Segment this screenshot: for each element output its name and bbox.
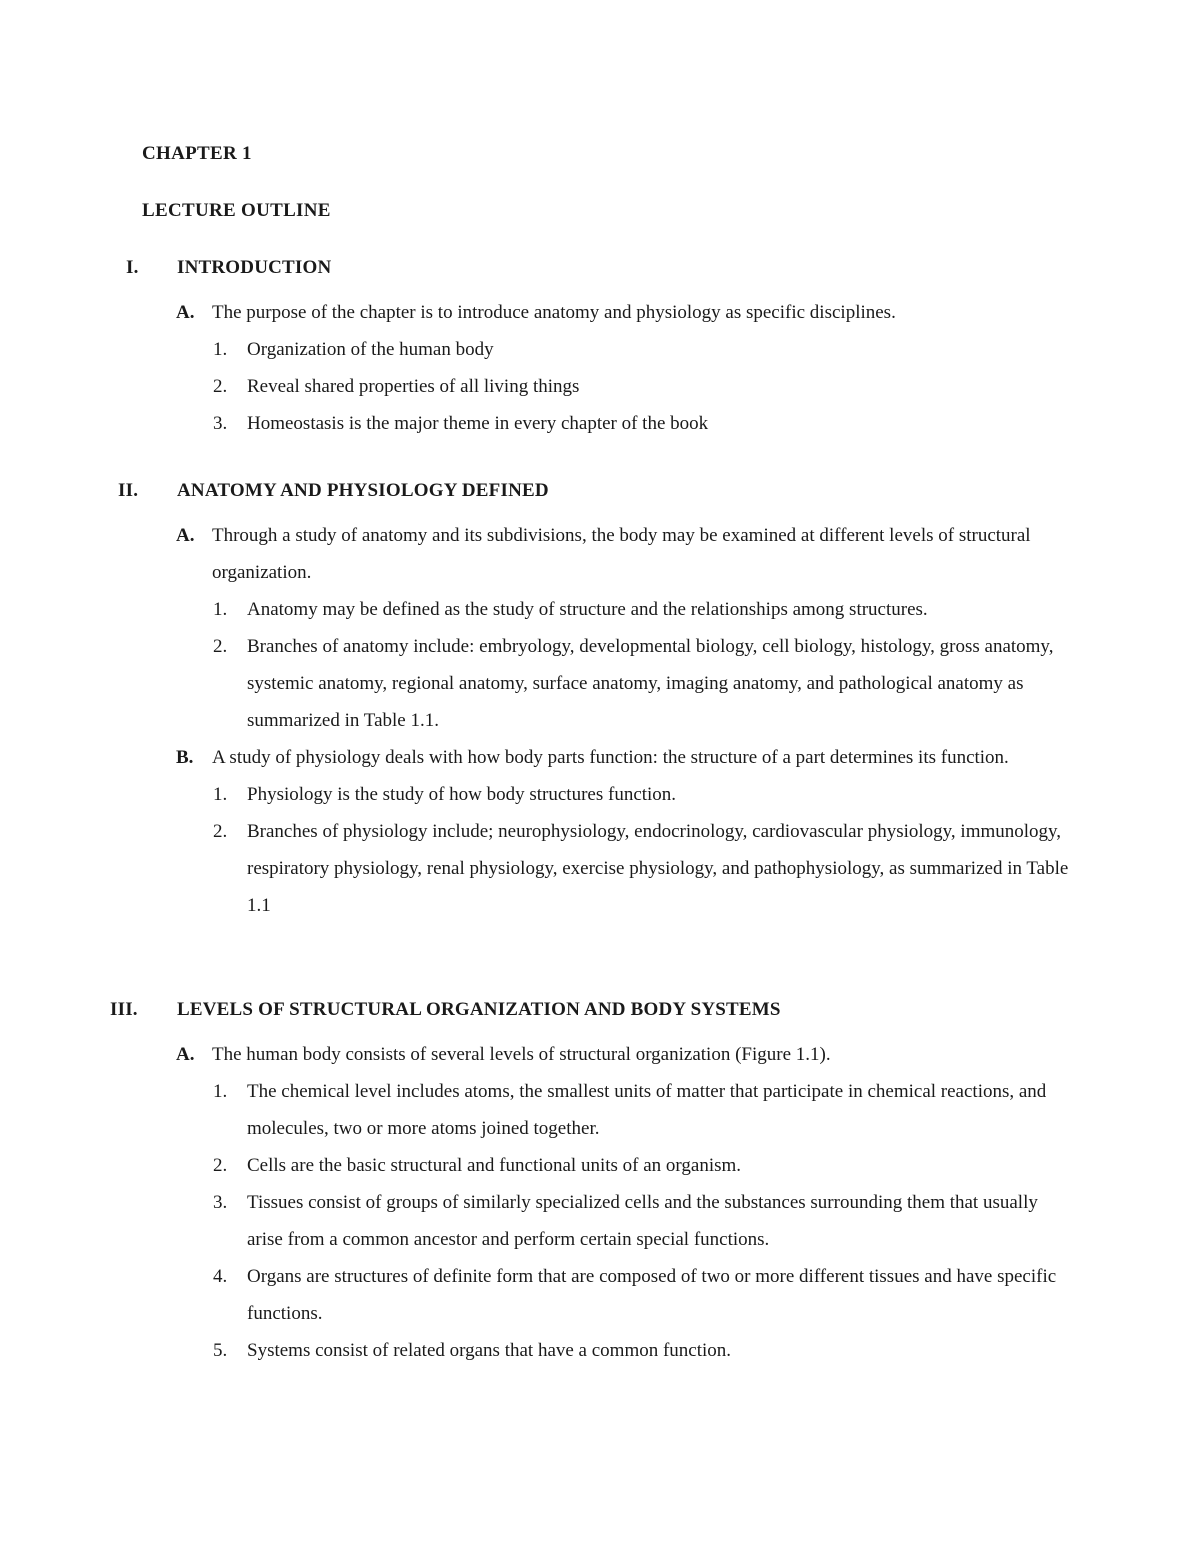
- list-text: Reveal shared properties of all living things: [247, 376, 580, 397]
- list-text: Organization of the human body: [247, 339, 494, 360]
- list-item: [0, 331, 1077, 368]
- chapter-title: CHAPTER 1: [142, 143, 252, 164]
- list-item: [0, 628, 1077, 739]
- list-text: Organs are structures of definite form that are composed of two or more different tissues and have specific functions.: [247, 1266, 1057, 1324]
- subsection-letter: B.: [176, 747, 194, 768]
- list-item: [0, 813, 1077, 924]
- list-number: 1.: [213, 339, 228, 360]
- subsection-letter: A.: [176, 525, 195, 546]
- list-number: 4.: [213, 1266, 228, 1287]
- list-item: [0, 368, 1077, 405]
- subsection-text: Through a study of anatomy and its subdivisions, the body may be examined at different levels of structural organization.: [212, 525, 1031, 583]
- subsection-letter: A.: [176, 302, 195, 323]
- section-numeral: III.: [110, 999, 138, 1020]
- list-number: 5.: [213, 1340, 228, 1361]
- section-heading: [0, 480, 1200, 517]
- list-item: [0, 776, 1077, 813]
- list-text: Systems consist of related organs that have a common function.: [247, 1340, 732, 1361]
- list-item: [0, 1073, 1077, 1147]
- list-number: 2.: [213, 376, 228, 397]
- list-text: Tissues consist of groups of similarly specialized cells and the substances surrounding them that usually arise from a common ancestor and perform certain special functions.: [247, 1192, 1038, 1250]
- list-text: Anatomy may be defined as the study of structure and the relationships among structures.: [247, 599, 928, 620]
- section-anatomy-physiology: [0, 480, 1200, 924]
- list-number: 2.: [213, 821, 228, 842]
- list-number: 3.: [213, 1192, 228, 1213]
- list-number: 1.: [213, 784, 228, 805]
- list-number: 2.: [213, 636, 228, 657]
- list-text: Homeostasis is the major theme in every chapter of the book: [247, 413, 709, 434]
- list-number: 2.: [213, 1155, 228, 1176]
- list-item: [0, 405, 1077, 442]
- section-levels-organization: [0, 999, 1200, 1369]
- list-text: Branches of physiology include; neurophysiology, endocrinology, cardiovascular physiology, immunology, respiratory physiology, renal physiology, exercise physiology, and pathophysiology, as summarized in Table 1.1: [247, 821, 1069, 916]
- list-item: [0, 1332, 1077, 1369]
- outline-title: LECTURE OUTLINE: [142, 200, 331, 221]
- subsection-text: The human body consists of several levels of structural organization (Figure 1.1).: [212, 1044, 831, 1065]
- section-title: INTRODUCTION: [177, 257, 332, 278]
- section-title: ANATOMY AND PHYSIOLOGY DEFINED: [177, 480, 549, 501]
- subsection-item: [0, 739, 1200, 776]
- list-text: Physiology is the study of how body structures function.: [247, 784, 677, 805]
- list-item: [0, 1258, 1077, 1332]
- list-number: 1.: [213, 1081, 228, 1102]
- section-numeral: II.: [118, 480, 139, 501]
- section-introduction: [0, 257, 1200, 442]
- list-text: Cells are the basic structural and functional units of an organism.: [247, 1155, 742, 1176]
- section-title: LEVELS OF STRUCTURAL ORGANIZATION AND BODY SYSTEMS: [177, 999, 781, 1020]
- section-heading: [0, 999, 1200, 1036]
- list-text: The chemical level includes atoms, the smallest units of matter that participate in chemical reactions, and molecules, two or more atoms joined together.: [247, 1081, 1047, 1139]
- list-item: [0, 1147, 1077, 1184]
- subsection-text: The purpose of the chapter is to introduce anatomy and physiology as specific disciplines.: [212, 302, 896, 323]
- section-heading: [0, 257, 1200, 294]
- subsection-text: A study of physiology deals with how body parts function: the structure of a part determines its function.: [212, 747, 1009, 768]
- list-text: Branches of anatomy include: embryology, developmental biology, cell biology, histology, gross anatomy, systemic anatomy, regional anatomy, surface anatomy, imaging anatomy, and pathological anatomy as summarized in Table 1.1.: [247, 636, 1054, 731]
- subsection-item: [0, 294, 1200, 331]
- subsection-item: [0, 517, 1200, 591]
- list-number: 1.: [213, 599, 228, 620]
- list-item: [0, 1184, 1077, 1258]
- section-numeral: I.: [126, 257, 139, 278]
- subsection-letter: A.: [176, 1044, 195, 1065]
- list-number: 3.: [213, 413, 228, 434]
- list-item: [0, 591, 1077, 628]
- subsection-item: [0, 1036, 1200, 1073]
